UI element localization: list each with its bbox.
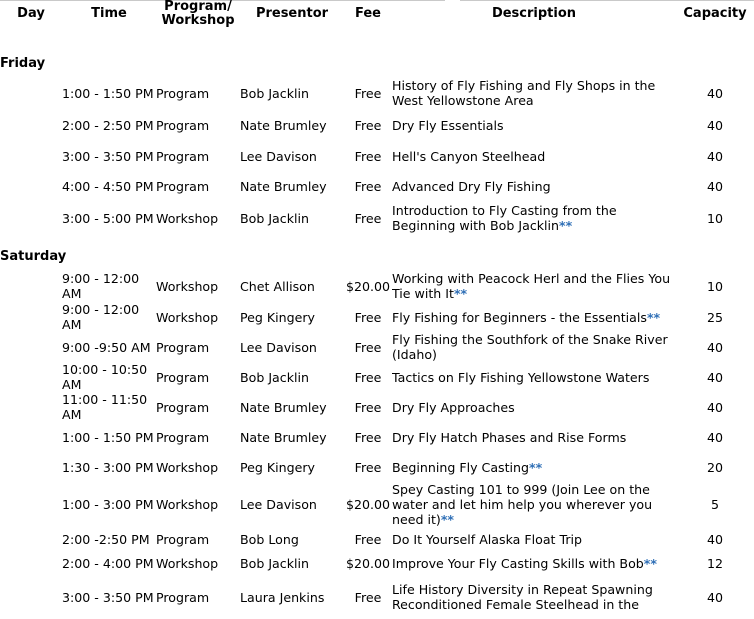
- day-row: [0, 243, 754, 270]
- session-capacity: 10: [706, 210, 724, 226]
- session-fee: Free: [354, 429, 382, 445]
- session-capacity: 40: [706, 369, 724, 385]
- header-type-line1: Program/: [164, 0, 232, 14]
- session-row: [0, 302, 754, 332]
- session-type: Workshop: [156, 309, 219, 325]
- session-fee: Free: [354, 148, 382, 164]
- session-row: [0, 77, 754, 109]
- session-row: [0, 270, 754, 302]
- session-description: [392, 362, 676, 392]
- session-description: [392, 452, 676, 482]
- session-description: [392, 141, 676, 171]
- session-type: Workshop: [156, 210, 219, 226]
- session-fee: Free: [354, 117, 382, 133]
- session-presenter: Bob Jacklin: [240, 369, 309, 385]
- workshop-marker: **: [453, 286, 468, 301]
- day-cell: [0, 362, 62, 392]
- session-time: 9:00 - 12:00 AM: [62, 271, 140, 301]
- session-type: Program: [156, 429, 210, 445]
- day-cell: [0, 332, 62, 362]
- session-time: 2:00 - 2:50 PM: [62, 117, 154, 133]
- session-capacity: 40: [706, 339, 724, 355]
- description-text: Fly Fishing for Beginners - the Essentials: [392, 309, 647, 325]
- session-time: 1:00 - 1:50 PM: [62, 429, 154, 445]
- session-type: Program: [156, 399, 210, 415]
- session-description: [392, 392, 676, 422]
- session-capacity: 25: [706, 309, 724, 325]
- day-cell: [0, 527, 62, 551]
- session-time: 3:00 - 3:50 PM: [62, 589, 154, 605]
- description-text: Working with Peacock Herl and the Flies You Tie with It: [392, 271, 671, 301]
- schedule-body: [0, 34, 754, 619]
- day-cell: [0, 551, 62, 575]
- session-fee: $20.00: [345, 555, 391, 571]
- description-text: Fly Fishing the Southfork of the Snake River (Idaho): [392, 332, 668, 362]
- session-presenter: Lee Davison: [240, 339, 317, 355]
- session-type: Workshop: [156, 555, 219, 571]
- session-presenter: Bob Jacklin: [240, 555, 309, 571]
- description-text: Dry Fly Essentials: [392, 117, 504, 133]
- session-row: [0, 141, 754, 171]
- session-presenter: Bob Long: [240, 531, 299, 547]
- session-fee: $20.00: [345, 278, 391, 294]
- session-type: Program: [156, 339, 210, 355]
- description-text: Beginning Fly Casting: [392, 459, 530, 475]
- session-capacity: 40: [706, 589, 724, 605]
- description-text: Dry Fly Approaches: [392, 399, 515, 415]
- session-fee: Free: [354, 531, 382, 547]
- session-time: 1:30 - 3:00 PM: [62, 459, 154, 475]
- workshop-marker: **: [646, 309, 661, 325]
- session-row: [0, 171, 754, 201]
- session-row: [0, 575, 754, 619]
- session-presenter: Nate Brumley: [240, 178, 327, 194]
- session-type: Workshop: [156, 497, 219, 512]
- session-row: [0, 332, 754, 362]
- session-time: 2:00 - 4:00 PM: [62, 555, 154, 571]
- workshop-marker: **: [440, 512, 454, 527]
- session-presenter: Nate Brumley: [240, 429, 327, 445]
- session-description: [392, 332, 676, 362]
- description-text: Hell's Canyon Steelhead: [392, 148, 546, 164]
- session-capacity: 12: [706, 555, 724, 571]
- description-text: Tactics on Fly Fishing Yellowstone Waters: [392, 369, 650, 385]
- session-presenter: Chet Allison: [240, 278, 315, 294]
- session-fee: Free: [354, 210, 382, 226]
- session-presenter: Nate Brumley: [240, 117, 327, 133]
- session-row: [0, 551, 754, 575]
- session-presenter: Bob Jacklin: [240, 210, 309, 226]
- day-label: Saturday: [0, 249, 67, 264]
- header-time: Time: [91, 6, 127, 21]
- day-cell: [0, 482, 62, 527]
- session-description: [392, 527, 676, 551]
- session-row: [0, 527, 754, 551]
- day-cell: [0, 171, 62, 201]
- session-presenter: Lee Davison: [240, 148, 317, 164]
- day-label: Friday: [0, 56, 46, 71]
- session-time: 9:00 - 12:00 AM: [62, 302, 140, 332]
- day-cell: [0, 302, 62, 332]
- session-row: [0, 422, 754, 452]
- session-presenter: Laura Jenkins: [240, 589, 325, 605]
- session-description: [392, 201, 676, 235]
- session-capacity: 40: [706, 148, 724, 164]
- session-type: Workshop: [156, 278, 219, 294]
- header-capacity: Capacity: [683, 6, 747, 21]
- session-time: 3:00 - 3:50 PM: [62, 148, 154, 164]
- session-type: Workshop: [156, 459, 219, 475]
- day-cell: [0, 392, 62, 422]
- session-presenter: Bob Jacklin: [240, 85, 309, 101]
- session-description: [392, 422, 676, 452]
- session-time: 9:00 -9:50 AM: [62, 339, 151, 355]
- header-type: [156, 0, 240, 34]
- session-type: Program: [156, 589, 210, 605]
- session-fee: Free: [354, 85, 382, 101]
- workshop-marker: **: [529, 459, 543, 475]
- session-type: Program: [156, 85, 210, 101]
- session-description: [392, 171, 676, 201]
- session-description: [392, 109, 676, 141]
- header-presenter: Presentor: [255, 6, 329, 21]
- session-description: [392, 575, 676, 619]
- session-time: 11:00 - 11:50 AM: [62, 392, 148, 422]
- description-text: Spey Casting 101 to 999 (Join Lee on the water and let him help you wherever you need it): [392, 482, 653, 527]
- session-fee: Free: [354, 399, 382, 415]
- session-time: 10:00 - 10:50 AM: [62, 362, 148, 392]
- header-fee: Fee: [355, 6, 381, 21]
- session-capacity: 40: [706, 399, 724, 415]
- session-fee: $20.00: [345, 497, 391, 512]
- session-capacity: 40: [706, 429, 724, 445]
- session-description: [392, 77, 676, 109]
- header-description: Description: [491, 6, 577, 21]
- session-row: [0, 109, 754, 141]
- session-fee: Free: [354, 369, 382, 385]
- session-time: 1:00 - 1:50 PM: [62, 85, 154, 101]
- day-cell: [0, 270, 62, 302]
- session-presenter: Peg Kingery: [240, 309, 316, 325]
- session-capacity: 40: [706, 85, 724, 101]
- session-row: [0, 392, 754, 422]
- description-text: Life History Diversity in Repeat Spawning Reconditioned Female Steelhead in the: [392, 582, 653, 612]
- workshop-marker: **: [643, 555, 657, 571]
- session-capacity: 40: [706, 178, 724, 194]
- session-presenter: Lee Davison: [240, 497, 317, 512]
- header-day: Day: [17, 6, 45, 21]
- workshop-marker: **: [559, 218, 573, 233]
- session-time: 1:00 - 3:00 PM: [62, 497, 154, 512]
- session-type: Program: [156, 148, 210, 164]
- day-cell: [0, 109, 62, 141]
- session-description: [392, 551, 676, 575]
- session-time: 3:00 - 5:00 PM: [62, 210, 154, 226]
- session-capacity: 40: [706, 117, 724, 133]
- session-fee: Free: [354, 309, 382, 325]
- session-description: [392, 270, 676, 302]
- session-row: [0, 201, 754, 235]
- session-fee: Free: [354, 459, 382, 475]
- session-row: [0, 452, 754, 482]
- session-capacity: 20: [706, 459, 724, 475]
- session-time: 2:00 -2:50 PM: [62, 531, 150, 547]
- description-text: Do It Yourself Alaska Float Trip: [392, 531, 582, 547]
- header-type-line2: Workshop: [161, 13, 235, 28]
- session-row: [0, 482, 754, 527]
- day-cell: [0, 141, 62, 171]
- session-type: Program: [156, 178, 210, 194]
- session-type: Program: [156, 531, 210, 547]
- session-type: Program: [156, 117, 210, 133]
- session-capacity: 5: [710, 497, 719, 512]
- day-cell: [0, 575, 62, 619]
- description-text: Dry Fly Hatch Phases and Rise Forms: [392, 429, 627, 445]
- session-capacity: 10: [706, 278, 724, 294]
- session-row: [0, 362, 754, 392]
- description-text: Improve Your Fly Casting Skills with Bob: [392, 555, 644, 571]
- session-capacity: 40: [706, 531, 724, 547]
- session-presenter: Nate Brumley: [240, 399, 327, 415]
- session-presenter: Peg Kingery: [240, 459, 316, 475]
- description-text: Introduction to Fly Casting from the Beginning with Bob Jacklin: [392, 203, 617, 233]
- day-row: [0, 50, 754, 77]
- session-time: 4:00 - 4:50 PM: [62, 178, 154, 194]
- session-fee: Free: [354, 589, 382, 605]
- session-fee: Free: [354, 178, 382, 194]
- day-cell: [0, 201, 62, 235]
- day-cell: [0, 77, 62, 109]
- description-text: Advanced Dry Fly Fishing: [392, 178, 551, 194]
- day-spacer: [0, 34, 754, 50]
- session-description: [392, 482, 676, 527]
- session-description: [392, 302, 676, 332]
- description-text: History of Fly Fishing and Fly Shops in the West Yellowstone Area: [392, 78, 656, 108]
- day-spacer: [0, 235, 754, 243]
- session-fee: Free: [354, 339, 382, 355]
- session-type: Program: [156, 369, 210, 385]
- day-cell: [0, 422, 62, 452]
- header-row: [0, 0, 754, 34]
- day-cell: [0, 452, 62, 482]
